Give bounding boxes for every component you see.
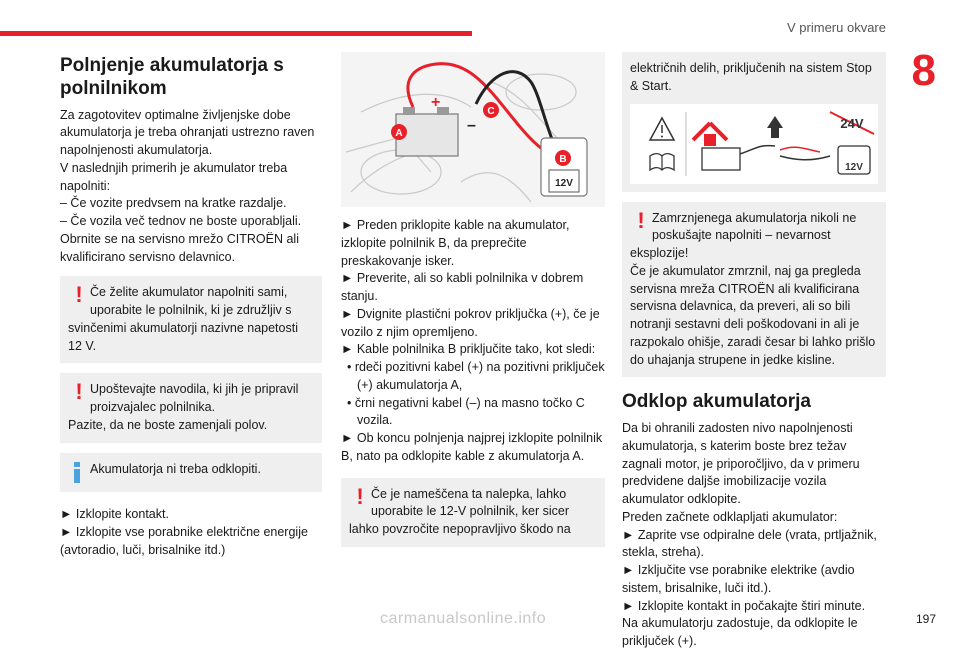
step-item: ► Izključite vse porabnike elektrike (avdio sistem, brisalnike, luči itd.). xyxy=(622,563,855,595)
step-item: ► Izklopite vse porabnike električne energije (avtoradio, luči, brisalnike itd.) xyxy=(60,525,308,557)
warning-icon: ! xyxy=(637,207,645,233)
callout-c: C xyxy=(487,106,495,117)
paragraph: Preden začnete odklapljati akumulator: xyxy=(622,509,838,524)
column-2 xyxy=(341,52,605,557)
warning-box xyxy=(60,276,322,363)
warning-text: Če je nameščena ta nalepka, lahko uporabite le 12-V polnilnik, ker sicer xyxy=(371,486,570,519)
callout-a: A xyxy=(395,128,403,139)
section-heading-disconnect: Odklop akumulatorja xyxy=(622,391,811,413)
warning-icon: ! xyxy=(75,379,83,405)
label-box xyxy=(622,52,886,192)
step-item: ► Izklopite kontakt. xyxy=(60,507,169,522)
minus-label: – xyxy=(467,117,476,134)
paragraph: – Če vozite predvsem na kratke razdalje. xyxy=(60,196,287,211)
header-accent-bar xyxy=(0,31,472,36)
battery-charging-illustration xyxy=(341,52,605,207)
paragraph: Obrnite se na servisno mrežo CITROËN ali kvalificirano servisno delavnico. xyxy=(60,231,299,264)
column-3 xyxy=(622,52,886,651)
battery-icon xyxy=(702,148,740,170)
paragraph: Za zagotovitev optimalne življenjske dobe akumulatorja je treba ohranjati ustrezno raven napolnjenosti akumulatorja. xyxy=(60,107,315,158)
step-item: ► Izklopite kontakt in počakajte štiri minute. xyxy=(622,598,866,613)
step-item: ► Dvignite plastični pokrov priključka (+), če je vozilo z njim opremljeno. xyxy=(341,306,600,339)
sub-step-item: • rdeči pozitivni kabel (+) na pozitivni priključek (+) akumulatorja A, xyxy=(347,360,605,392)
section-title: V primeru okvare xyxy=(787,20,886,35)
label-12v: 12V xyxy=(845,161,863,173)
warning-text: Če je akumulator zmrznil, naj ga pregleda servisna mreža CITROËN ali kvalificirana servisna delavnica, da preveri, ali so bili notranji sestavni deli poškodovani in ali je razpokalo ohišje, zaradi česar bi lahko prišlo do uhajanja strupene in jedke kisline. xyxy=(630,263,876,367)
step-item: ► Zaprite vse odpiralne dele (vrata, prtljažnik, stekla, streha). xyxy=(622,527,877,560)
warning-label-diagram xyxy=(630,104,878,184)
warning-text: Zamrznjenega akumulatorja nikoli ne poskušajte napolniti – nevarnost xyxy=(652,210,857,243)
info-icon xyxy=(74,462,80,482)
section-heading-charging: Polnjenje akumulatorja s polnilnikom xyxy=(60,55,284,99)
paragraph: – Če vozila več tednov ne boste uporabljali. xyxy=(60,214,302,229)
info-text: Akumulatorja ni treba odklopiti. xyxy=(90,461,261,476)
step-item: ► Ob koncu polnjenja najprej izklopite polnilnik B, nato pa odklopite kable z akumulatorja A. xyxy=(341,431,603,463)
paragraph: električnih delih, priključenih na sistem Stop & Start. xyxy=(630,61,872,93)
warning-box xyxy=(622,202,886,378)
warning-text: lahko povzročite nepopravljivo škodo na xyxy=(349,522,571,536)
paragraph: Da bi ohranili zadosten nivo napolnjenosti akumulatorja, s katerim boste brez težav zagnali motor, je priporočljivo, da v primeru predvidene daljše imobilizacije vozila akumulator odklopite. xyxy=(622,421,860,507)
cross-icon xyxy=(704,134,716,146)
info-box xyxy=(60,453,322,493)
warning-text: Pazite, da ne boste zamenjali polov. xyxy=(68,417,268,432)
watermark: carmanualsonline.info xyxy=(380,610,547,627)
page-number: 197 xyxy=(915,612,936,626)
engine-bay-drawing xyxy=(341,52,605,207)
warning-box xyxy=(60,373,322,442)
warning-icon: ! xyxy=(75,282,83,308)
warning-icon: ! xyxy=(356,483,364,509)
voltage-label: 12V xyxy=(555,178,573,189)
step-item: ► Preverite, ali so kabli polnilnika v dobrem stanju. xyxy=(341,271,584,303)
plus-label: + xyxy=(431,94,441,111)
paragraph: Na akumulatorju zadostuje, da odklopite le priključek (+). xyxy=(622,616,858,649)
chapter-number: 8 xyxy=(911,46,936,95)
sub-step-item: • črni negativni kabel (–) na masno točko C vozila. xyxy=(347,395,585,428)
column-1 xyxy=(60,55,322,560)
callout-b: B xyxy=(559,154,567,165)
step-item: ► Kable polnilnika B priključite tako, kot sledi: xyxy=(341,342,596,357)
warning-text: svinčenimi akumulatorji nazivne napetosti 12 V. xyxy=(68,320,298,353)
warning-text: eksplozije! xyxy=(630,246,689,260)
charger-warning-sticker xyxy=(630,104,878,184)
warning-text: Upoštevajte navodila, ki jih je pripravil proizvajalec polnilnika. xyxy=(90,382,299,415)
arrow-down-icon xyxy=(767,116,783,138)
warning-text: Če želite akumulator napolniti sami, uporabite le polnilnik, ki je združljiv s xyxy=(90,285,292,318)
label-24v: 24V xyxy=(840,115,864,131)
step-item: ► Preden priklopite kable na akumulator, izklopite polnilnik B, da preprečite preskakovanje isker. xyxy=(341,218,570,268)
paragraph: V naslednjih primerih je akumulator treba napolniti: xyxy=(60,160,288,193)
warning-box xyxy=(341,478,605,547)
